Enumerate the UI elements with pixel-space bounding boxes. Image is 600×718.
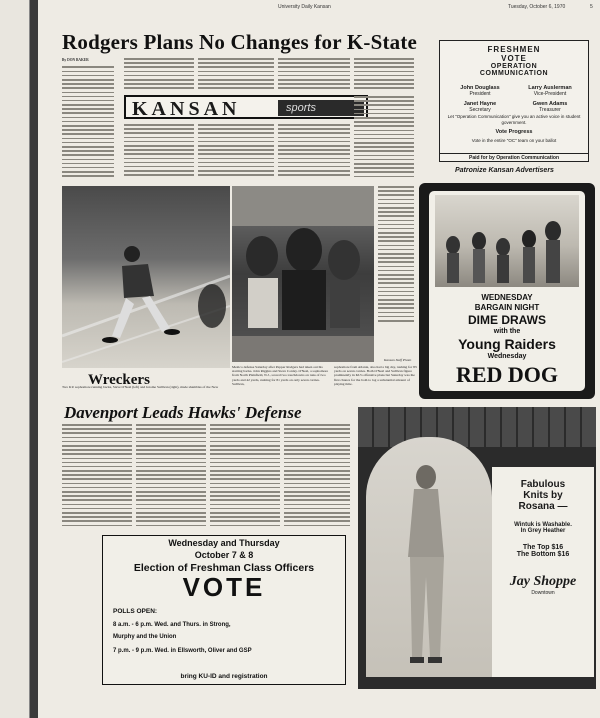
reddog-bargain-night: BARGAIN NIGHT xyxy=(474,303,540,312)
freshman-ad-line4: COMMUNICATION xyxy=(479,70,549,77)
knits-ad-copy xyxy=(492,467,594,677)
story1-byline: By DON BAKER xyxy=(62,58,114,64)
reddog-wednesday: WEDNESDAY xyxy=(481,293,533,302)
adjacent-page-strip xyxy=(0,0,30,718)
photo-credit: Kansan Staff Photo xyxy=(384,358,412,362)
freshman-ad-pitch: Let "Operation Communication" give you an active voice in student government. xyxy=(447,114,581,125)
knits-fabulous: Fabulous xyxy=(520,479,566,490)
knits-grey-heather: In Grey Heather xyxy=(520,528,566,534)
vote-ad-days: Wednesday and Thursday xyxy=(168,538,280,548)
story2-column-1 xyxy=(62,424,132,530)
wreckers-caption-left: Two KU sophomore running backs, Steve O'Neal (left) and Jerome Sullivan (right), made shambles of the New xyxy=(62,385,219,389)
story1-column-5b xyxy=(354,96,414,180)
jay-shoppe-downtown: Downtown xyxy=(531,590,555,596)
freshman-ad-vote-line: Vote in the entire "OC" team on your ballot xyxy=(471,138,557,143)
candidate-president-name: John Douglass xyxy=(460,85,500,91)
story1-column-2a xyxy=(124,58,194,92)
rodgers-headline: Rodgers Plans No Changes for K-State xyxy=(62,30,418,54)
story2-column-3 xyxy=(210,424,280,530)
story1-column-6 xyxy=(378,186,414,326)
football-photo-pileup xyxy=(232,186,374,362)
vote-ad-vote: VOTE xyxy=(182,572,266,602)
story1-column-4a xyxy=(278,58,350,92)
vote-ad-polls-open: POLLS OPEN: xyxy=(113,608,158,615)
wreckers-caption-right: sophomore from Atlanta, also had a big day, rushing for 83 yards on seven carries. Both O'Neal and Sullivan figure prominently in KU's offensive plans but Saturday was the first chance for the both to log a substantial amount of playing time. xyxy=(334,365,417,386)
davenport-headline: Davenport Leads Hawks' Defense xyxy=(64,403,302,422)
vote-ad-hours-2: 7 p.m. - 9 p.m. Wed. in Ellsworth, Oliver and GSP xyxy=(113,648,252,654)
candidate-treasurer-role: Treasurer xyxy=(539,107,561,113)
vote-ad-election: Election of Freshman Class Officers xyxy=(133,562,315,574)
header-date: Tuesday, October 6, 1970 xyxy=(508,4,566,10)
candidate-secretary-role: Secretary xyxy=(469,107,491,113)
reddog-with-the: with the xyxy=(493,328,521,335)
story2-column-2 xyxy=(136,424,206,530)
knits-top-price: The Top $16 xyxy=(522,544,564,551)
freshman-vote-ad xyxy=(439,40,589,162)
candidate-secretary xyxy=(446,101,514,113)
wreckers-caption-title: Wreckers xyxy=(88,372,150,388)
freshman-ad-progress: Vote Progress xyxy=(495,129,533,135)
reddog-dime-draws: DIME DRAWS xyxy=(468,313,546,327)
model-figure xyxy=(366,437,492,677)
pileup-photo-illustration xyxy=(232,186,374,362)
knits-bottom-price: The Bottom $16 xyxy=(516,551,570,558)
story1-column-1 xyxy=(62,58,114,182)
candidate-vp-name: Larry Auslerman xyxy=(528,85,572,91)
kansan-wordmark: KANSAN xyxy=(132,98,241,120)
candidate-vp-role: Vice-President xyxy=(533,91,567,97)
newspaper-page xyxy=(38,0,600,718)
runner-photo-illustration xyxy=(62,186,230,368)
candidate-president-role: President xyxy=(469,91,491,97)
kansan-sports-masthead xyxy=(124,95,368,119)
story1-column-5a xyxy=(354,58,414,92)
reddog-young-raiders: Young Raiders xyxy=(458,336,556,352)
vote-ad-locations-1: Murphy and the Union xyxy=(113,634,177,640)
knits-washable: Wintuk is Washable. xyxy=(514,522,572,528)
knits-rosana: Rosana — xyxy=(518,501,568,512)
freshman-ad-paid-for: Paid for by Operation Communication xyxy=(440,153,588,161)
football-photo-runner xyxy=(62,186,230,368)
candidate-vice-president xyxy=(516,85,584,97)
vote-ad-bring-id: bring KU-ID and registration xyxy=(180,673,268,680)
story2-column-4 xyxy=(284,424,350,530)
brick-arch-top xyxy=(358,407,596,447)
story1-column-2b xyxy=(124,124,194,180)
page-header xyxy=(38,2,600,12)
freshman-ad-line3: OPERATION xyxy=(490,63,538,70)
wreckers-caption-center: Mexico defense Saturday after Pepper Rodgers had taken out his starting backs. John Riggins and Steve Conley. O'Neal, a sophomore from North Plainfield, N.J., scored two touchdowns on runs of two yards and 42 yards, rushing for 81 yards on only seven carries. Sullivan, xyxy=(232,365,329,386)
freshman-election-ad xyxy=(102,535,346,685)
reddog-wednesday-2: Wednesday xyxy=(487,353,527,360)
red-dog-ad xyxy=(419,183,595,399)
freshman-ad-line1: FRESHMEN xyxy=(487,45,541,54)
candidate-secretary-name: Janet Hayne xyxy=(463,101,497,107)
sports-section-label: sports xyxy=(278,100,364,116)
band-photo-illustration xyxy=(435,195,579,287)
knits-knits-by: Knits by xyxy=(523,490,563,501)
vote-ad-dates: October 7 & 8 xyxy=(194,550,254,560)
jay-shoppe-logo: Jay Shoppe xyxy=(509,574,577,589)
header-paper-name: University Daily Kansan xyxy=(278,4,331,10)
arch-doorway xyxy=(366,437,492,677)
young-raiders-band-photo xyxy=(435,195,579,287)
header-page-number: 5 xyxy=(590,4,593,10)
patronize-advertisers: Patronize Kansan Advertisers xyxy=(455,167,554,174)
story1-column-4b xyxy=(278,124,350,180)
story1-column-3a xyxy=(198,58,274,92)
red-dog-ad-panel xyxy=(429,191,585,391)
reddog-logo: RED DOG xyxy=(455,362,559,387)
candidate-president xyxy=(446,85,514,97)
candidate-treasurer xyxy=(516,101,584,113)
knits-by-rosana-ad xyxy=(358,407,596,689)
freshman-ad-line2: VOTE xyxy=(501,54,527,63)
candidate-treasurer-name: Gwen Adams xyxy=(532,101,568,107)
story1-column-3b xyxy=(198,124,274,180)
vote-ad-hours-1: 8 a.m. - 6 p.m. Wed. and Thurs. in Strong, xyxy=(113,622,231,628)
